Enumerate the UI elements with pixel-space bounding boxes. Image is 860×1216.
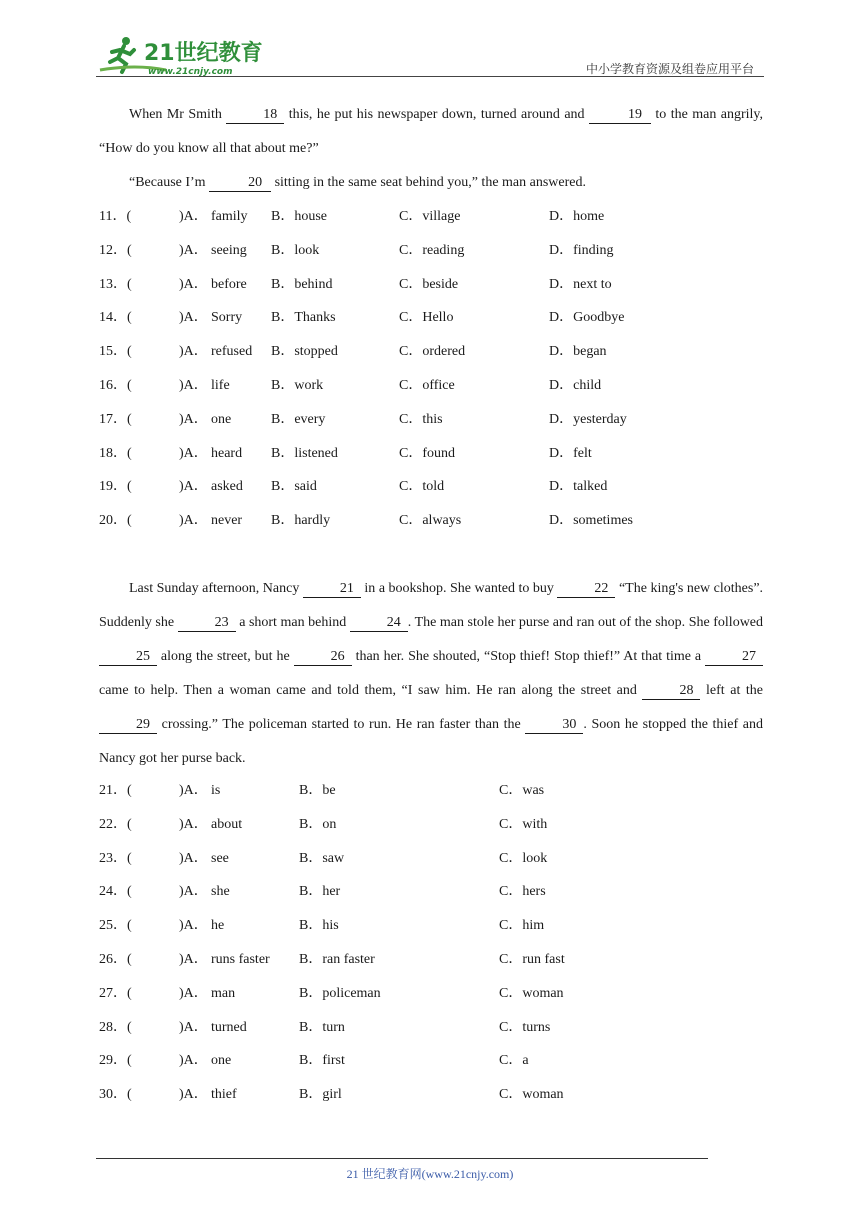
question-row (99, 504, 763, 538)
question-number: 14．( (99, 310, 132, 326)
option-c: C．woman (499, 1087, 564, 1103)
answer-paren[interactable]: )A． (179, 884, 208, 900)
question-row (99, 437, 763, 471)
option-a: seeing (211, 242, 247, 258)
question-number: 18．( (99, 445, 132, 461)
answer-paren[interactable]: )A． (179, 952, 208, 967)
passage-text: to the man angrily, “How do you know all that about me?” (99, 107, 764, 156)
question-row (99, 335, 763, 369)
option-c: C．reading (399, 242, 465, 258)
passage-text: along the street, but he (160, 649, 290, 664)
option-b: B．look (271, 242, 320, 258)
question-row (99, 977, 763, 1011)
option-a: refused (211, 344, 253, 360)
question-row (99, 943, 763, 977)
blank-25: 25 (99, 649, 157, 666)
option-b: B．Thanks (271, 310, 336, 326)
option-b: B．first (299, 1053, 345, 1069)
blank-20: 20 (209, 175, 271, 192)
question-row (99, 808, 763, 842)
option-b: B．girl (299, 1087, 342, 1103)
answer-paren[interactable]: )A． (179, 344, 208, 360)
blank-30: 30 (525, 717, 583, 734)
option-c: C．was (499, 783, 545, 798)
question-number: 16．( (99, 378, 132, 393)
option-d: D．finding (549, 242, 614, 258)
option-a: thief (211, 1087, 237, 1103)
option-a: is (211, 783, 221, 798)
passage2-paragraph (99, 572, 763, 776)
question-number: 17．( (99, 411, 132, 427)
option-c: C．beside (399, 276, 459, 292)
option-c: C．turns (499, 1019, 551, 1035)
question-number: 12．( (99, 242, 132, 258)
passage-text: than her. She shouted, “Stop thief! Stop thief!” At that time a (355, 649, 702, 664)
question-number: 13．( (99, 276, 132, 292)
question-row (99, 301, 763, 335)
passage-text: in a bookshop. She wanted to buy (364, 581, 554, 596)
option-b: B．his (299, 918, 339, 934)
option-c: C．a (499, 1053, 529, 1069)
blank-29: 29 (99, 717, 157, 734)
question-number: 27．( (99, 985, 132, 1001)
option-c: C．Hello (399, 310, 454, 326)
passage-text: When Mr Smith (129, 107, 222, 122)
option-c: C．look (499, 850, 548, 866)
option-a: turned (211, 1019, 247, 1035)
passage-text: . Soon he stopped the thief and Nancy got her purse back. (99, 717, 763, 766)
option-a: runs faster (211, 952, 270, 967)
answer-paren[interactable]: )A． (179, 479, 208, 495)
answer-paren[interactable]: )A． (179, 783, 208, 798)
option-c: C．ordered (399, 344, 466, 360)
option-b: B．policeman (299, 985, 381, 1001)
answer-paren[interactable]: )A． (179, 378, 208, 393)
option-c: C．found (399, 445, 455, 461)
option-b: B．turn (299, 1019, 345, 1035)
question-number: 28．( (99, 1019, 132, 1035)
svg-text:www.21cnjy.com: www.21cnjy.com (148, 67, 233, 76)
option-b: B．listened (271, 445, 338, 461)
blank-27: 27 (705, 649, 763, 666)
answer-paren[interactable]: )A． (179, 850, 208, 866)
passage1-paragraph-b (99, 166, 763, 200)
blank-26: 26 (294, 649, 352, 666)
blank-22: 22 (557, 581, 615, 598)
question-row (99, 1044, 763, 1078)
question-number: 19．( (99, 479, 132, 495)
option-a: about (211, 816, 243, 832)
blank-18: 18 (226, 107, 284, 124)
option-b: B．work (271, 378, 324, 393)
question-row (99, 403, 763, 437)
option-c: C．him (499, 918, 545, 934)
question-row (99, 842, 763, 876)
platform-name: 中小学教育资源及组卷应用平台 (585, 62, 754, 76)
passage-text: this, he put his newspaper down, turned around and (288, 107, 585, 122)
passage-text: Last Sunday afternoon, Nancy (129, 581, 300, 596)
page-footer: 21 世纪教育网(www.21cnjy.com) (346, 1167, 514, 1181)
option-a: one (211, 1053, 232, 1069)
blank-21: 21 (303, 581, 361, 598)
blank-28: 28 (642, 683, 700, 700)
option-c: C．hers (499, 884, 546, 900)
option-d: D．yesterday (549, 411, 627, 427)
question-row (99, 774, 763, 808)
answer-paren[interactable]: )A． (179, 242, 208, 258)
option-a: heard (211, 445, 243, 461)
answer-paren[interactable]: )A． (179, 1019, 208, 1035)
answer-paren[interactable]: )A． (179, 1087, 208, 1103)
question-number: 26．( (99, 952, 132, 967)
option-d: D．talked (549, 479, 608, 495)
option-b: B．her (299, 884, 341, 900)
option-a: Sorry (211, 310, 243, 326)
passage-text: crossing.” The policeman started to run. He ran faster than the (161, 717, 521, 732)
question-row (99, 470, 763, 504)
question-number: 15．( (99, 344, 132, 360)
option-a: before (211, 276, 247, 292)
option-d: D．sometimes (549, 513, 633, 529)
passage-text: a short man behind (239, 615, 347, 630)
option-d: D．began (549, 344, 607, 360)
answer-paren[interactable]: )A． (179, 276, 208, 292)
option-c: C．village (399, 209, 461, 224)
question-number: 29．( (99, 1053, 132, 1069)
question-number: 24．( (99, 884, 132, 900)
option-a: asked (211, 479, 243, 495)
option-a: life (211, 378, 230, 393)
question-row (99, 909, 763, 943)
answer-paren[interactable]: )A． (179, 513, 208, 529)
site-logo (96, 34, 266, 76)
passage-text: “The king's new clothes”. Suddenly she (99, 581, 764, 630)
question-row (99, 1078, 763, 1112)
footer-divider (96, 1158, 708, 1159)
option-a: never (211, 513, 243, 529)
passage-text: . The man stole her purse and ran out of the shop. She followed (407, 615, 764, 630)
question-number: 23．( (99, 850, 132, 866)
answer-paren[interactable]: )A． (179, 1053, 208, 1069)
blank-23: 23 (178, 615, 236, 632)
question-row (99, 234, 763, 268)
passage-text: left at the (706, 683, 763, 698)
option-c: C．office (399, 378, 455, 393)
option-c: C．with (499, 816, 548, 832)
passage-text: “Because I’m (129, 175, 206, 190)
answer-paren[interactable]: )A． (179, 816, 208, 832)
option-d: D．home (549, 209, 605, 224)
option-c: C．run fast (499, 952, 565, 967)
passage1-paragraph-a (99, 98, 763, 166)
option-c: C．always (399, 513, 462, 529)
option-a: see (211, 850, 229, 866)
option-d: D．felt (549, 445, 592, 461)
option-b: B．saw (299, 850, 345, 866)
question-number: 22．( (99, 816, 132, 832)
option-b: B．house (271, 209, 327, 224)
option-d: D．child (549, 378, 602, 393)
option-b: B．ran faster (299, 952, 375, 967)
answer-paren[interactable]: )A． (179, 985, 208, 1001)
option-c: C．told (399, 479, 445, 495)
option-c: C．woman (499, 985, 564, 1001)
answer-paren[interactable]: )A． (179, 310, 208, 326)
answer-paren[interactable]: )A． (179, 918, 208, 934)
question-number: 21．( (99, 783, 132, 798)
question-row (99, 875, 763, 909)
answer-paren[interactable]: )A． (179, 445, 208, 461)
option-b: B．on (299, 816, 337, 832)
option-a: family (211, 209, 248, 224)
option-b: B．said (271, 479, 317, 495)
option-b: B．stopped (271, 344, 338, 360)
header-divider (96, 76, 764, 77)
question-row (99, 369, 763, 403)
option-d: D．Goodbye (549, 310, 625, 326)
svg-text:21世纪教育: 21世纪教育 (144, 41, 263, 66)
passage-text: came to help. Then a woman came and told them, “I saw him. He ran along the street and (99, 683, 637, 698)
option-b: B．every (271, 411, 326, 427)
blank-19: 19 (589, 107, 651, 124)
question-number: 11．( (99, 209, 132, 224)
question-row (99, 1011, 763, 1045)
question-number: 25．( (99, 918, 132, 934)
page-header (96, 30, 764, 78)
question-number: 30．( (99, 1087, 132, 1103)
option-b: B．hardly (271, 513, 331, 529)
option-b: B．be (299, 783, 336, 798)
option-d: D．next to (549, 276, 612, 292)
question-row (99, 268, 763, 302)
answer-paren[interactable]: )A． (179, 411, 208, 427)
question-number: 20．( (99, 513, 132, 529)
option-a: man (211, 985, 236, 1001)
passage-text: sitting in the same seat behind you,” the man answered. (274, 175, 586, 190)
option-c: C．this (399, 411, 443, 427)
option-a: she (211, 884, 230, 900)
question-row (99, 200, 763, 234)
option-a: he (211, 918, 225, 934)
answer-paren[interactable]: )A． (179, 209, 208, 224)
option-b: B．behind (271, 276, 333, 292)
option-a: one (211, 411, 232, 427)
blank-24: 24 (350, 615, 408, 632)
